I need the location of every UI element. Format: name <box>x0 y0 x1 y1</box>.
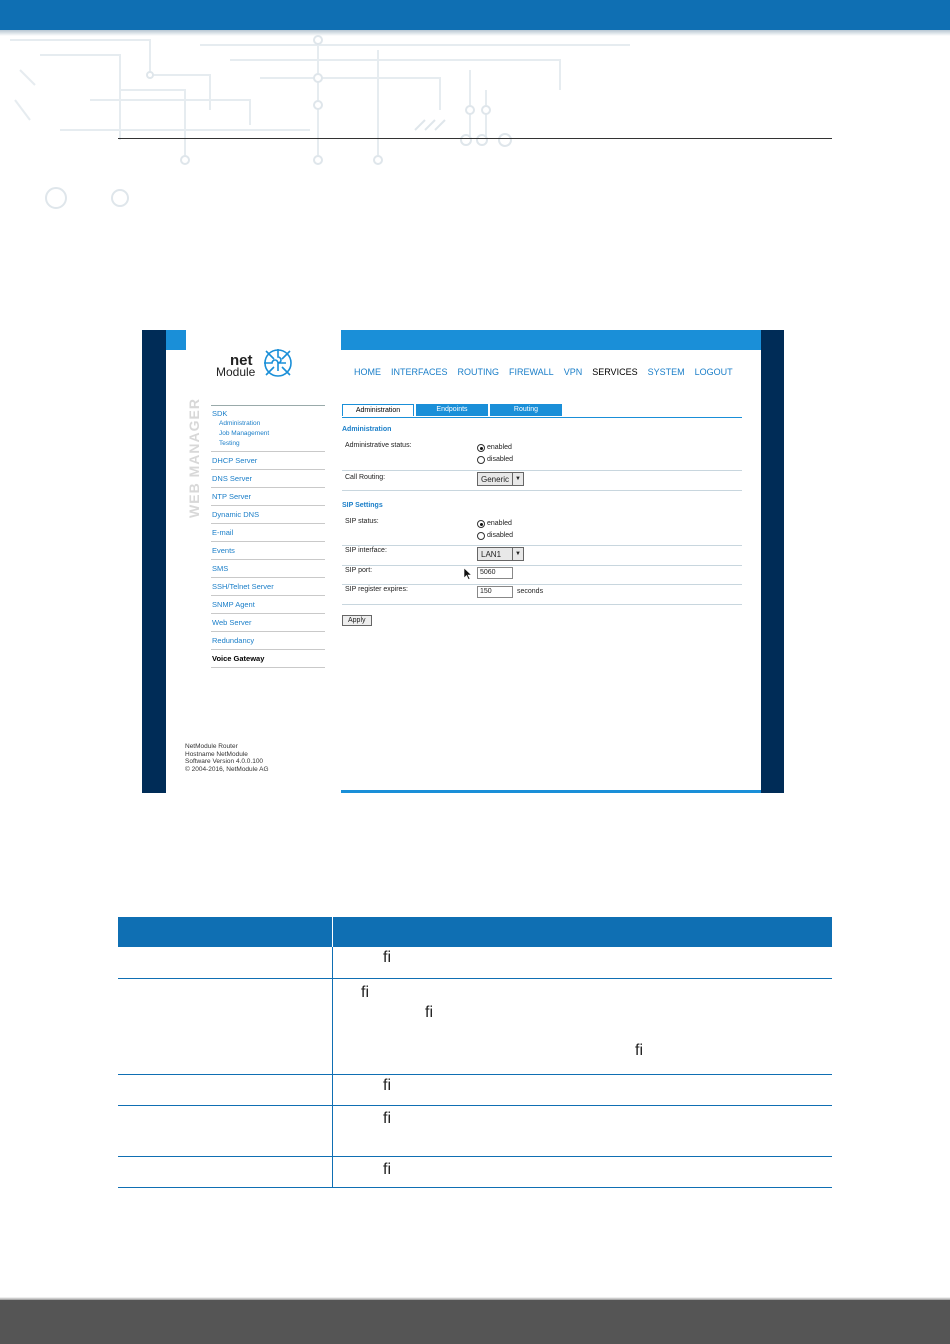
tab-endpoints[interactable]: Endpoints <box>416 404 488 416</box>
page-top-bar <box>0 0 950 30</box>
table-cell-description <box>333 1105 833 1156</box>
window-bottom-bar <box>341 790 761 793</box>
radio-unselected-icon <box>477 456 485 464</box>
radio-selected-icon <box>477 444 485 452</box>
tab-bar <box>342 404 562 416</box>
window-top-bar <box>341 330 761 350</box>
table-row <box>118 978 832 1074</box>
table-cell-description <box>333 1156 833 1187</box>
sidebar-item-dns-server[interactable]: DNS Server <box>211 470 325 488</box>
sip-status-disabled-radio[interactable] <box>477 530 513 542</box>
ligature-glyph: fi <box>635 1041 643 1059</box>
table-header-row <box>118 917 832 947</box>
web-manager-vertical-label <box>174 398 214 530</box>
sidebar-item-redundancy[interactable]: Redundancy <box>211 632 325 650</box>
sip-port-field-wrap <box>477 567 513 579</box>
radio-label: disabled <box>487 532 514 539</box>
sip-interface-value: LAN1 <box>481 549 502 559</box>
ligature-glyph: fi <box>383 949 391 966</box>
tab-administration[interactable]: Administration <box>342 404 414 416</box>
section-title-administration: Administration <box>342 426 392 433</box>
sip-status-label: SIP status: <box>345 518 379 525</box>
nav-logout[interactable]: LOGOUT <box>694 367 733 377</box>
parameter-table <box>118 917 832 1188</box>
main-nav <box>354 367 733 377</box>
dropdown-arrow-icon: ▼ <box>512 473 523 485</box>
sip-interface-label: SIP interface: <box>345 547 387 554</box>
router-info-line: Hostname NetModule <box>185 750 248 758</box>
logo-word-net: net <box>230 352 253 369</box>
sip-status-radios <box>477 518 513 542</box>
table-cell-parameter <box>118 1074 333 1105</box>
empty-line <box>333 1022 832 1038</box>
sidebar-item-sdk[interactable] <box>211 406 325 452</box>
table-header-description <box>333 917 833 947</box>
sip-register-field-wrap <box>477 586 543 598</box>
sidebar-item-dynamic-dns[interactable]: Dynamic DNS <box>211 506 325 524</box>
radio-label: enabled <box>487 444 512 451</box>
row-sip-port <box>342 565 742 585</box>
sidebar-item-sms[interactable]: SMS <box>211 560 325 578</box>
sidebar-item-ntp-server[interactable]: NTP Server <box>211 488 325 506</box>
table-cell-description <box>333 978 833 1074</box>
sidebar-item-web-server[interactable]: Web Server <box>211 614 325 632</box>
table-row <box>118 1156 832 1187</box>
administrative-status-label: Administrative status: <box>345 442 412 449</box>
table-row <box>118 1074 832 1105</box>
router-info <box>185 743 269 773</box>
sip-status-enabled-radio[interactable] <box>477 518 513 530</box>
table-cell-parameter <box>118 1156 333 1187</box>
sip-register-expires-input[interactable]: 150 <box>477 586 513 598</box>
apply-button[interactable]: Apply <box>342 615 372 626</box>
puzzle-icon <box>260 345 296 381</box>
services-sidebar <box>211 405 325 668</box>
circuit-decoration <box>0 30 640 220</box>
nav-home[interactable]: HOME <box>354 367 381 377</box>
radio-unselected-icon <box>477 532 485 540</box>
seconds-unit: seconds <box>517 588 544 595</box>
sip-interface-select[interactable] <box>477 547 524 561</box>
sip-port-input[interactable]: 5060 <box>477 567 513 579</box>
ligature-glyph: fi <box>425 1003 433 1021</box>
table-row <box>118 1105 832 1156</box>
radio-selected-icon <box>477 520 485 528</box>
table-cell-parameter <box>118 947 333 978</box>
header-rule <box>118 138 832 139</box>
router-info-line: NetModule Router <box>185 743 238 750</box>
sidebar-item-events[interactable]: Events <box>211 542 325 560</box>
table-cell-description <box>333 1074 833 1105</box>
window-top-bar-left <box>166 330 186 350</box>
sip-register-expires-label: SIP register expires: <box>345 586 408 593</box>
table-row <box>118 947 832 978</box>
dropdown-arrow-icon: ▼ <box>512 548 523 560</box>
router-info-line: © 2004-2016, NetModule AG <box>185 765 269 773</box>
tab-routing[interactable]: Routing <box>490 404 562 416</box>
radio-label: disabled <box>487 456 514 463</box>
administrative-status-radios <box>477 442 513 466</box>
row-sip-status <box>342 516 742 546</box>
nav-firewall[interactable]: FIREWALL <box>509 367 554 377</box>
ligature-glyph: fi <box>383 1109 391 1127</box>
sidebar-item-voice-gateway[interactable]: Voice Gateway <box>211 650 325 668</box>
netmodule-logo <box>216 352 306 380</box>
radio-label: enabled <box>487 520 512 527</box>
nav-vpn[interactable]: VPN <box>563 367 583 377</box>
sidebar-subitem-testing[interactable]: Testing <box>219 440 240 447</box>
admin-status-disabled-radio[interactable] <box>477 454 513 466</box>
router-info-line: Software Version 4.0.0.100 <box>185 758 264 765</box>
nav-interfaces[interactable]: INTERFACES <box>391 367 448 377</box>
ligature-glyph: fi <box>383 1160 391 1178</box>
web-manager-window <box>166 330 761 793</box>
row-sip-interface <box>342 545 742 566</box>
ligature-glyph: fi <box>361 983 369 1001</box>
table-cell-description <box>333 947 833 978</box>
logo-word-module: Module <box>216 365 256 379</box>
sidebar-subitem-administration[interactable]: Administration <box>219 420 261 427</box>
table-header-parameter <box>118 917 333 947</box>
call-routing-value: Generic <box>481 474 510 484</box>
sidebar-item-snmp-agent[interactable]: SNMP Agent <box>211 596 325 614</box>
row-call-routing <box>342 470 742 491</box>
section-title-sip-settings: SIP Settings <box>342 502 383 509</box>
nav-services[interactable]: SERVICES <box>592 367 638 377</box>
admin-status-enabled-radio[interactable] <box>477 442 513 454</box>
sidebar-item-ssh-telnet-server[interactable]: SSH/Telnet Server <box>211 578 325 596</box>
tab-underline <box>342 417 742 418</box>
sidebar-subitem-job-management[interactable]: Job Management <box>219 430 270 437</box>
nav-system[interactable]: SYSTEM <box>647 367 685 377</box>
vertical-label-text: WEB MANAGER <box>185 398 202 518</box>
nav-routing[interactable]: ROUTING <box>457 367 500 377</box>
row-sip-register-expires <box>342 584 742 605</box>
row-administrative-status <box>342 440 742 471</box>
table-cell-parameter <box>118 978 333 1074</box>
sip-port-label: SIP port: <box>345 567 373 574</box>
page-footer-bar <box>0 1300 950 1344</box>
ligature-glyph: fi <box>383 1076 391 1094</box>
mouse-cursor-icon <box>464 568 472 580</box>
call-routing-select[interactable] <box>477 472 524 486</box>
sidebar-item-email[interactable]: E-mail <box>211 524 325 542</box>
sidebar-item-dhcp-server[interactable]: DHCP Server <box>211 452 325 470</box>
table-cell-parameter <box>118 1105 333 1156</box>
web-manager-screenshot <box>142 330 784 793</box>
sidebar-item-label[interactable]: SDK <box>212 409 228 418</box>
call-routing-label: Call Routing: <box>345 474 386 481</box>
